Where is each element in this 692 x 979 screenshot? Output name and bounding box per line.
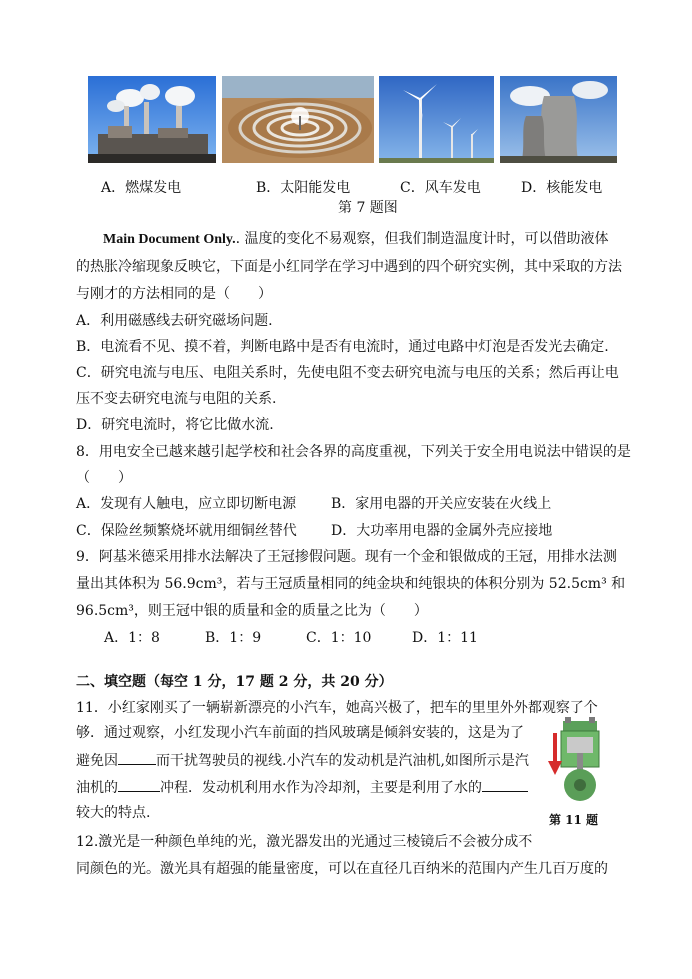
q9-option-d: D．1：11: [412, 630, 478, 646]
coal-plant-photo: [88, 76, 216, 163]
q11-text-4b: 冲程．发动机利用水作为冷却剂，主要是利用了水的: [160, 780, 482, 796]
q7-option-a: A．利用磁感线去研究磁场问题.: [76, 313, 273, 329]
q11-text-3a: 避免因: [76, 753, 118, 769]
q9-option-c: C．1：10: [306, 630, 372, 646]
q11-text-4a: 油机的: [76, 780, 118, 796]
q9-line-3: 96.5cm³，则王冠中银的质量和金的质量之比为（ ）: [76, 603, 428, 619]
q11-line-2: 够．通过观察，小红发现小汽车前面的挡风玻璃是倾斜安装的，这是为了: [76, 725, 524, 741]
q11-line-4: [76, 777, 528, 798]
q8-option-b: B．家用电器的开关应安装在火线上: [331, 496, 552, 512]
q11-figure-label: 第 11 题: [549, 813, 599, 827]
figure7-caption-a: A．燃煤发电: [101, 180, 182, 196]
q8-line-1: 8．用电安全已越来越引起学校和社会各界的高度重视，下列关于安全用电说法中错误的是: [76, 444, 631, 460]
q9-option-b: B．1：9: [205, 630, 262, 646]
section2-title: 二、填空题（每空 1 分，17 题 2 分，共 20 分）: [76, 674, 393, 690]
q7-line-3: 与刚才的方法相同的是（ ）: [76, 286, 272, 302]
q7-text-1: . 温度的变化不易观察，但我们制造温度计时，可以借助液体: [235, 231, 609, 247]
q8-option-c: C．保险丝频繁烧坏就用细铜丝替代: [76, 523, 297, 539]
q11-line-5: 较大的特点.: [76, 805, 151, 821]
q7-option-c-1: C．研究电流与电压、电阻关系时，先使电阻不变去研究电流与电压的关系；然后再让电: [76, 365, 619, 381]
q12-line-1: 12.激光是一种颜色单纯的光，激光器发出的光通过三棱镜后不会被分成不: [76, 834, 533, 850]
engine-figure: [545, 715, 615, 807]
figure7-caption-c: C．风车发电: [400, 180, 481, 196]
figure7-caption-d: D．核能发电: [521, 180, 603, 196]
figure7-label: 第 7 题图: [338, 200, 398, 216]
q9-line-2: 量出其体积为 56.9cm³，若与王冠质量相同的纯金块和纯银块的体积分别为 52.5cm³ 和: [76, 576, 626, 592]
q11-text-3b: 而干扰驾驶员的视线.小汽车的发动机是汽油机,如图所示是汽: [156, 753, 529, 769]
nuclear-plant-photo: [500, 76, 617, 163]
q11-blank-3[interactable]: [482, 777, 528, 792]
wind-turbine-photo: [379, 76, 494, 163]
q9-line-1: 9．阿基米德采用排水法解决了王冠掺假问题。现有一个金和银做成的王冠，用排水法测: [76, 549, 617, 565]
q9-option-a: A．1：8: [104, 630, 160, 646]
figure7-caption-b: B．太阳能发电: [256, 180, 351, 196]
q11-line-1: 11．小红家刚买了一辆崭新漂亮的小汽车，她高兴极了，把车的里里外外都观察了个: [76, 700, 598, 716]
q8-line-2: （ ）: [76, 470, 132, 486]
q7-line-1: [103, 229, 609, 250]
q7-option-c-2: 压不变去研究电流与电阻的关系.: [76, 391, 277, 407]
q12-line-2: 同颜色的光。激光具有超强的能量密度，可以在直径几百纳米的范围内产生几百万度的: [76, 861, 608, 877]
q7-option-d: D．研究电流时，将它比做水流.: [76, 417, 274, 433]
q8-option-a: A．发现有人触电，应立即切断电源: [76, 496, 297, 512]
solar-plant-photo: [222, 76, 374, 163]
q8-option-d: D．大功率用电器的金属外壳应接地: [331, 523, 553, 539]
q7-line-2: 的热胀冷缩现象反映它，下面是小红同学在学习中遇到的四个研究实例，其中采取的方法: [76, 259, 622, 275]
q11-line-3: [76, 750, 529, 771]
q7-lead: Main Document Only.: [103, 232, 236, 247]
q7-option-b: B．电流看不见、摸不着，判断电路中是否有电流时，通过电路中灯泡是否发光去确定.: [76, 339, 609, 355]
q11-blank-2[interactable]: [118, 777, 160, 792]
q11-blank-1[interactable]: [118, 750, 156, 765]
